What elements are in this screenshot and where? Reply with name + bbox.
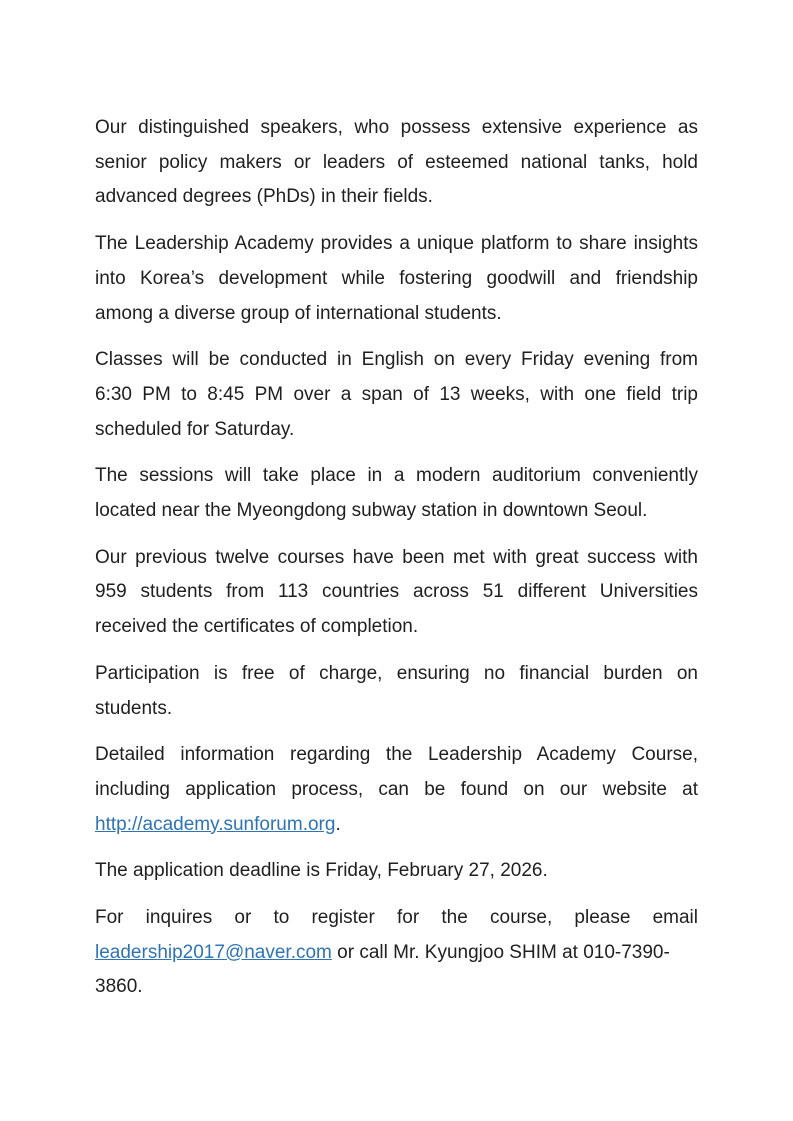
text-line: Classes will be conducted in English on every Friday evening from <box>95 349 698 371</box>
paragraph-speakers <box>95 111 698 215</box>
email-link[interactable]: leadership2017@naver.com <box>95 941 332 963</box>
text-line: into Korea’s development while fostering goodwill and friendship <box>95 267 698 289</box>
paragraph-free-of-charge <box>95 657 698 726</box>
paragraph-platform <box>95 227 698 331</box>
text-line: scheduled for Saturday. <box>95 418 295 440</box>
text-line: 959 students from 113 countries across 51 different Universities <box>95 581 698 603</box>
paragraph-venue <box>95 459 698 528</box>
text-line: 3860. <box>95 976 143 998</box>
text-line: among a diverse group of international students. <box>95 302 502 324</box>
text-line: received the certificates of completion. <box>95 616 419 638</box>
website-link[interactable]: http://academy.sunforum.org <box>95 813 336 835</box>
text-line: including application process, can be found on our website at <box>95 778 698 800</box>
document-body <box>95 111 698 1017</box>
text-line: senior policy makers or leaders of esteemed national tanks, hold <box>95 151 698 173</box>
paragraph-success <box>95 541 698 645</box>
text-line: Detailed information regarding the Leadership Academy Course, <box>95 744 698 766</box>
paragraph-website-info <box>95 738 698 842</box>
text-line: located near the Myeongdong subway station in downtown Seoul. <box>95 500 648 522</box>
text-line: Participation is free of charge, ensuring no financial burden on <box>95 662 698 684</box>
text-line <box>95 936 698 971</box>
paragraph-deadline <box>95 854 698 889</box>
text-line: Our distinguished speakers, who possess extensive experience as <box>95 117 698 138</box>
link-suffix-text: or call Mr. Kyungjoo SHIM at 010-7390- <box>331 941 670 963</box>
paragraph-schedule <box>95 343 698 447</box>
text-line <box>95 808 698 843</box>
paragraph-contact <box>95 901 698 1005</box>
text-line: students. <box>95 697 173 719</box>
text-line: The application deadline is Friday, February 27, 2026. <box>95 860 548 882</box>
text-line: 6:30 PM to 8:45 PM over a span of 13 weeks, with one field trip <box>95 383 698 405</box>
text-line: The Leadership Academy provides a unique platform to share insights <box>95 233 698 255</box>
link-suffix-text: . <box>335 813 341 835</box>
text-line: Our previous twelve courses have been met with great success with <box>95 546 698 568</box>
text-line: For inquires or to register for the course, please email <box>95 907 698 929</box>
text-line: advanced degrees (PhDs) in their fields. <box>95 186 433 208</box>
text-line: The sessions will take place in a modern auditorium conveniently <box>95 465 698 487</box>
